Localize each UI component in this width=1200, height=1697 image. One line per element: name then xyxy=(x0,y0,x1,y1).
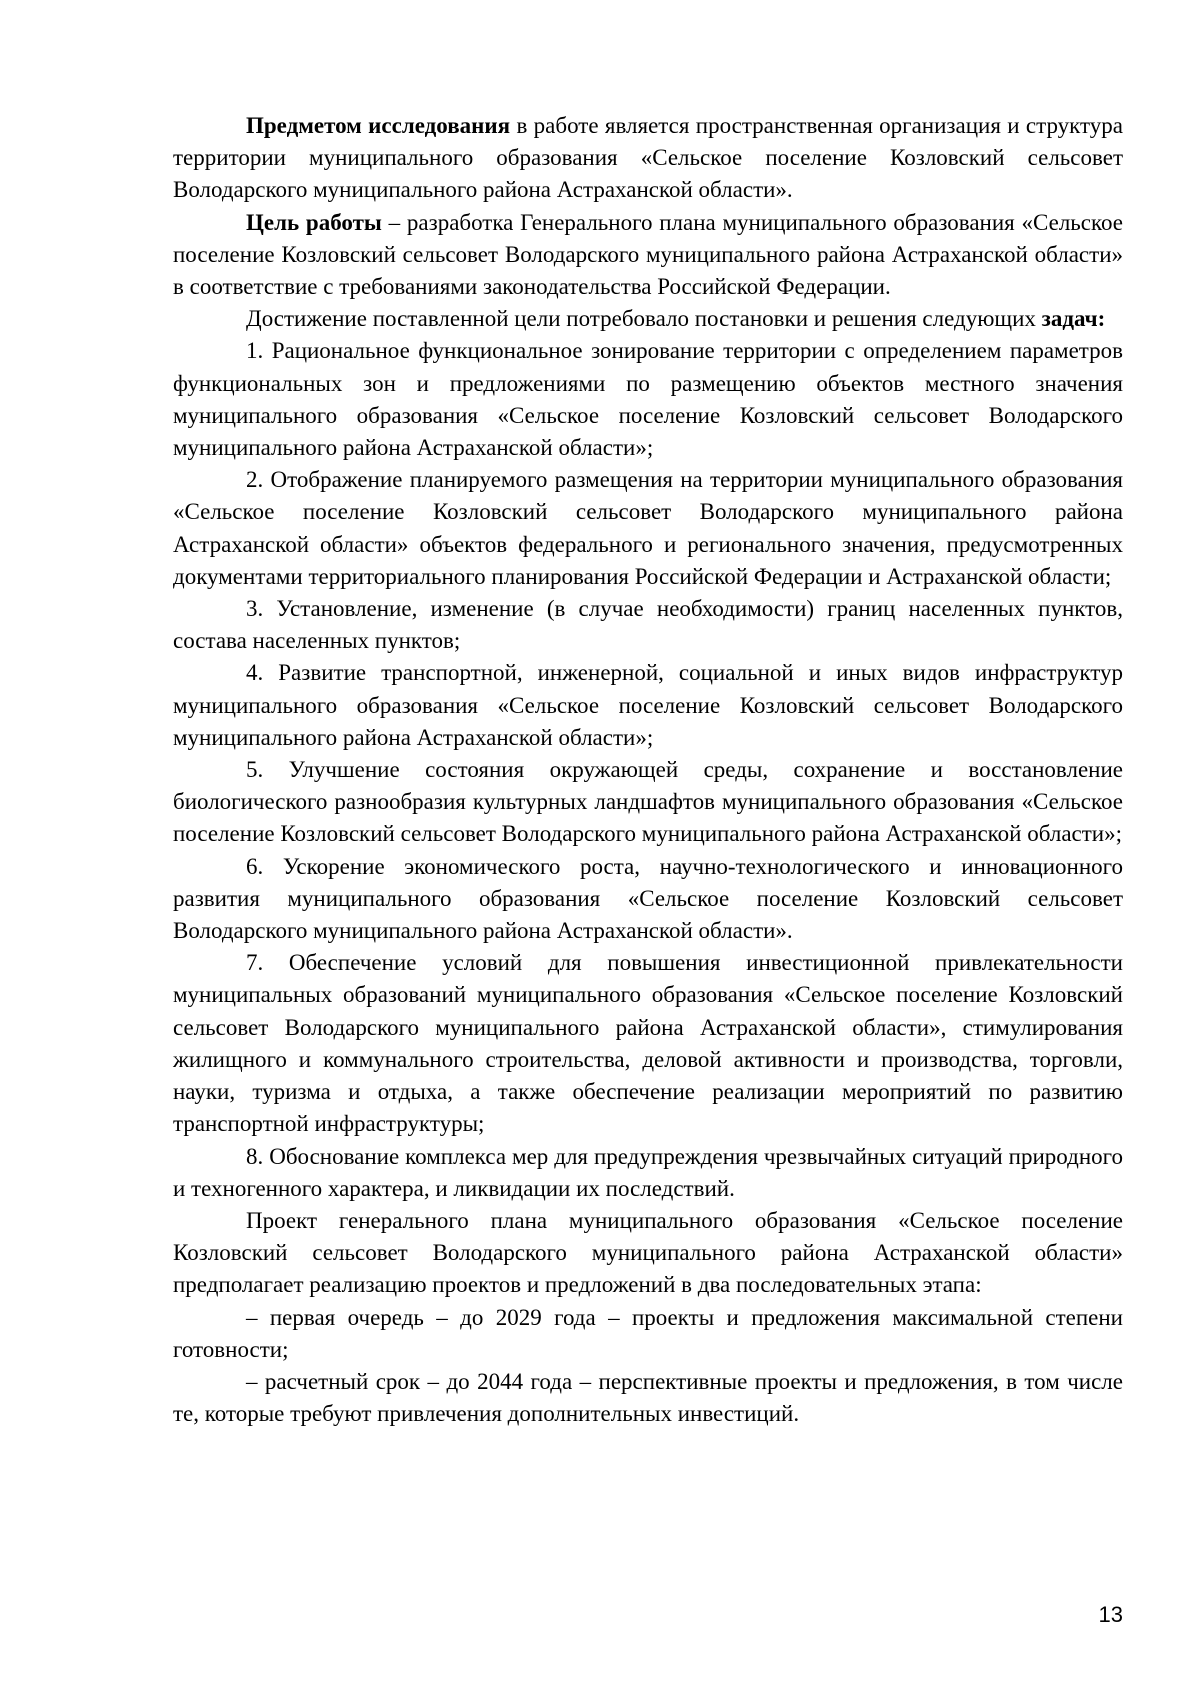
task-text: Ускорение экономического роста, научно-технологического и инновационного развития муниципального образования «Сельское поселение Козловский сельсовет Володарского муниципального района Астраханской области». xyxy=(173,853,1123,944)
page-number: 13 xyxy=(1098,1602,1123,1627)
document-body xyxy=(173,110,1123,1430)
stage-item-final: – расчетный срок – до 2044 года – перспективные проекты и предложения, в том числе те, которые требуют привлечения дополнительных инвестиций. xyxy=(173,1368,1123,1427)
subject-text: в работе является пространственная организация и структура территории муниципального образования «Сельское поселение Козловский сельсовет Володарского муниципального района Астраханской области». xyxy=(173,113,1123,203)
goal-paragraph xyxy=(173,207,1123,304)
task-text: Развитие транспортной, инженерной, социальной и иных видов инфраструктур муниципального образования «Сельское поселение Козловский сельсовет Володарского муниципального района Астраханской области»; xyxy=(173,660,1123,750)
task-item-5 xyxy=(173,754,1123,851)
task-item-1 xyxy=(173,335,1123,464)
task-item-2 xyxy=(173,464,1123,593)
task-number: 1. xyxy=(246,338,264,364)
task-text: Рациональное функциональное зонирование территории с определением параметров функциональных зон и предложениями по размещению объектов местного значения муниципального образования «Сельское поселение Козловский сельсовет Володарского муниципального района Астраханской области»; xyxy=(173,338,1123,461)
task-item-6 xyxy=(173,851,1123,948)
goal-text: – разработка Генерального плана муниципального образования «Сельское поселение Козловский сельсовет Володарского муниципального района Астраханской области» в соответствие с требованиями законодательства Российской Федерации. xyxy=(173,209,1123,300)
task-text: Обоснование комплекса мер для предупреждения чрезвычайных ситуаций природного и техногенного характера, и ликвидации их последствий. xyxy=(173,1143,1123,1201)
subject-lead: Предметом исследования xyxy=(246,113,511,138)
task-number: 4. xyxy=(246,660,264,686)
task-number: 5. xyxy=(246,757,264,783)
tasks-intro-paragraph xyxy=(173,303,1123,335)
goal-lead: Цель работы xyxy=(246,209,382,235)
stage-item-first: – первая очередь – до 2029 года – проекты и предложения максимальной степени готовности; xyxy=(173,1304,1123,1362)
task-number: 3. xyxy=(246,596,264,622)
task-number: 6. xyxy=(246,853,264,879)
task-text: Установление, изменение (в случае необходимости) границ населенных пунктов, состава населенных пунктов; xyxy=(173,596,1123,654)
task-item-8 xyxy=(173,1141,1123,1205)
task-text: Улучшение состояния окружающей среды, сохранение и восстановление биологического разнообразия культурных ландшафтов муниципального образования «Сельское поселение Козловский сельсовет Володарского муниципального района Астраханской области»; xyxy=(173,757,1123,847)
subject-paragraph xyxy=(173,110,1123,207)
task-item-4 xyxy=(173,657,1123,754)
task-number: 2. xyxy=(246,467,264,493)
task-number: 7. xyxy=(246,950,264,976)
task-item-7 xyxy=(173,947,1123,1140)
project-stages-paragraph: Проект генерального плана муниципального образования «Сельское поселение Козловский сельсовет Володарского муниципального района Астраханской области» предполагает реализацию проектов и предложений в два последовательных этапа: xyxy=(173,1207,1123,1298)
task-text: Обеспечение условий для повышения инвестиционной привлекательности муниципальных образований муниципального образования «Сельское поселение Козловский сельсовет Володарского муниципального района Астраханской области», стимулирования жилищного и коммунального строительства, деловой активности и производства, торговли, науки, туризма и отдыха, а также обеспечение реализации мероприятий по развитию транспортной инфраструктуры; xyxy=(173,950,1123,1137)
task-text: Отображение планируемого размещения на территории муниципального образования «Сельское поселение Козловский сельсовет Володарского муниципального района Астраханской области» объектов федерального и регионального значения, предусмотренных документами территориального планирования Российской Федерации и Астраханской области; xyxy=(173,467,1123,589)
tasks-intro-lead: задач: xyxy=(1041,306,1106,332)
task-number: 8. xyxy=(246,1143,264,1169)
tasks-intro-text: Достижение поставленной цели потребовало постановки и решения следующих xyxy=(246,306,1042,332)
task-item-3 xyxy=(173,593,1123,657)
